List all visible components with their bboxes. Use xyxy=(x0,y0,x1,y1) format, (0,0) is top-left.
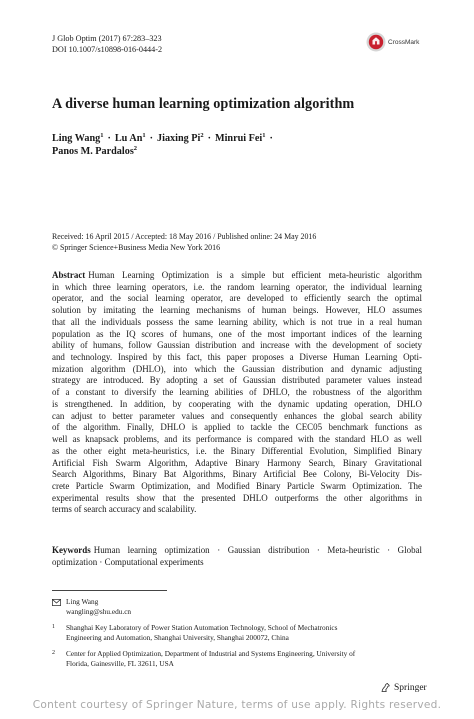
abstract-line: ability of humans, follow Gaussian distribution and increase with the development of society xyxy=(52,340,422,351)
abstract-line: can adjust to better parameter values and consequently enhances the global search ability xyxy=(52,410,422,421)
footnote-number: 2 xyxy=(52,650,55,657)
affiliation-line: Engineering and Automation, Shanghai University, Shanghai 200072, China xyxy=(66,632,289,642)
author-name[interactable]: Ling Wang xyxy=(52,133,101,144)
author-line-2 xyxy=(52,145,432,158)
article-title: A diverse human learning optimization algorithm xyxy=(52,96,355,112)
affiliation-marker: 2 xyxy=(133,145,138,152)
corresponding-author xyxy=(52,597,427,616)
doi-link[interactable]: DOI 10.1007/s10898-016-0444-2 xyxy=(52,44,163,54)
author-name[interactable]: Lu An xyxy=(114,133,143,144)
publication-dates xyxy=(52,232,316,253)
affiliation-line: Florida, Gainesville, FL 32611, USA xyxy=(66,658,174,668)
affiliation-marker: 1 xyxy=(262,132,266,139)
journal-citation: J Glob Optim (2017) 67:283–323 xyxy=(52,34,162,43)
abstract-line: is strengthened. In addition, by cooperating with the dynamic updating operation, DHLO xyxy=(52,398,422,409)
footnote-divider xyxy=(52,590,167,591)
abstract-line: in which three learning operators, i.e. the random learning operator, the individual learning xyxy=(52,281,422,292)
corresponding-name: Ling Wang xyxy=(66,597,99,606)
keywords-line: optimization · Computational experiments xyxy=(52,556,204,567)
abstract-line: strategy are introduced. By adopting a set of Gaussian distributed parameter values instead xyxy=(52,375,422,386)
author-line-1 xyxy=(52,132,432,145)
author-separator: · xyxy=(107,133,111,144)
abstract-line: crete Particle Swarm Optimization, and Modified Binary Particle Swarm Optimization. The xyxy=(52,480,422,491)
abstract-line: well as knapsack problems, and its performance is compared with the standard HLO as well xyxy=(52,434,422,445)
affiliation-footnote xyxy=(52,649,427,668)
envelope-icon xyxy=(52,597,66,616)
keywords xyxy=(52,545,422,569)
author-name[interactable]: Minrui Fei xyxy=(214,133,263,144)
crossmark-label: CrossMark xyxy=(388,38,420,46)
affiliation-line: Shanghai Key Laboratory of Power Station Automation Technology, School of Mechatronics xyxy=(66,623,338,633)
abstract-line: of a constant to diversify the learning abilities of DHLO, the robustness of the algorithm xyxy=(52,387,422,398)
author-name[interactable]: Panos M. Pardalos xyxy=(52,146,134,157)
author-list xyxy=(52,132,432,158)
affiliation-marker: 1 xyxy=(142,132,146,139)
abstract-line: Artificial Fish Swarm Algorithm, Adaptive Binary Harmony Search, Binary Gravitational xyxy=(52,457,422,468)
abstract-line: solution by imitating the learning mechanisms of human beings. However, HLO assumes xyxy=(52,305,422,316)
springer-horse-icon xyxy=(380,682,391,693)
author-separator: · xyxy=(207,133,211,144)
footnotes xyxy=(52,597,427,676)
abstract-line: experimental results show that the presented DHLO outperforms the other algorithms in xyxy=(52,492,422,503)
journal-header xyxy=(52,34,162,55)
email-link[interactable]: wangling@shu.edu.cn xyxy=(66,606,132,616)
abstract-line: population as the IQ scores of humans, one of the most important indices of the learning xyxy=(52,328,422,339)
author-separator: · xyxy=(149,133,154,144)
keywords-label: Keywords xyxy=(52,545,91,555)
abstract-line: terms of search accuracy and scalability. xyxy=(52,504,197,515)
abstract-line: of the algorithm. Finally, DHLO is applied to tackle the CEC05 benchmark functions as xyxy=(52,422,422,433)
courtesy-watermark: Content courtesy of Springer Nature, terms of use apply. Rights reserved. xyxy=(32,699,442,711)
abstract-line: as the other eight meta-heuristics, i.e. the Binary Differential Evolution, Simplified Binary xyxy=(52,445,422,456)
abstract xyxy=(52,270,422,516)
abstract-line: and technology. Inspired by this fact, this paper proposes a Diverse Human Learning Opti- xyxy=(52,352,422,363)
history-line: Received: 16 April 2015 / Accepted: 18 May 2016 / Published online: 24 May 2016 xyxy=(52,232,317,241)
abstract-line: that all the individuals possess the same learning ability, which is not true in a real human xyxy=(52,316,422,327)
abstract-line: Abstract Human Learning Optimization is a simple but efficient meta-heuristic algorithm xyxy=(52,270,422,280)
abstract-label: Abstract xyxy=(52,270,86,280)
copyright-line: © Springer Science+Business Media New York 2016 xyxy=(52,242,221,252)
author-name[interactable]: Jiaxing Pi xyxy=(157,133,201,144)
keywords-line: Keywords Human learning optimization · Gaussian distribution · Meta-heuristic · Global xyxy=(52,545,422,555)
abstract-line: Search Algorithms, Binary Bat Algorithms, Binary Artificial Bee Colony, Bi-Velocity Dis- xyxy=(52,469,422,480)
abstract-line: operator, and the social learning operator, are developed to efficiently search the optimal xyxy=(52,293,422,304)
affiliation-marker: 2 xyxy=(200,132,204,139)
crossmark-badge[interactable] xyxy=(366,32,419,52)
affiliation-line: Center for Applied Optimization, Department of Industrial and Systems Engineering, University of xyxy=(66,649,356,659)
affiliation-marker: 1 xyxy=(100,132,104,139)
affiliation-footnote xyxy=(52,623,427,642)
footnote-number: 1 xyxy=(52,624,55,631)
publisher-name: Springer xyxy=(394,682,427,693)
abstract-line: mization algorithm (DHLO), into which the Gaussian distribution and dynamic adjusting xyxy=(52,363,422,374)
crossmark-icon xyxy=(366,32,386,52)
author-separator: · xyxy=(269,133,273,144)
publisher-logo xyxy=(380,682,427,693)
